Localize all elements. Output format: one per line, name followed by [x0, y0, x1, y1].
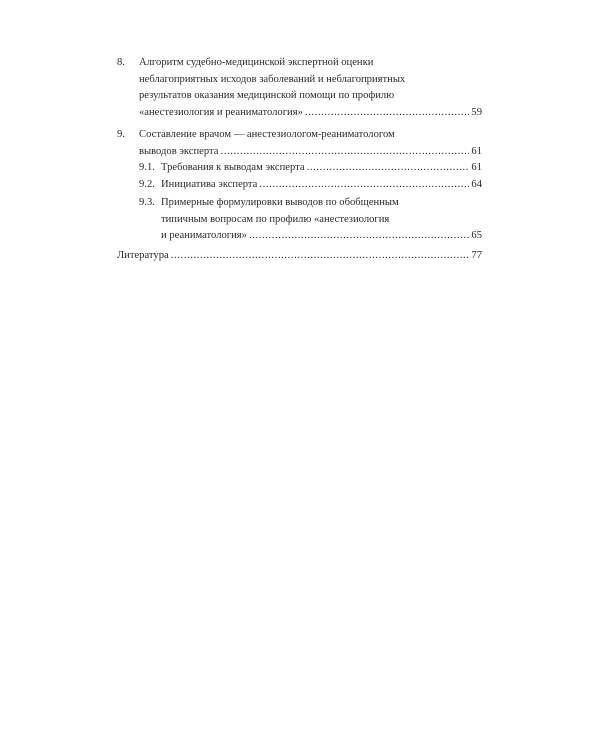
toc-entry-text-line: неблагоприятных исходов заболеваний и неблагоприятных — [139, 73, 406, 85]
toc-entry-text-line: и реаниматология» — [161, 230, 247, 241]
toc-entry-text-line: Литература — [117, 249, 169, 261]
toc-entry-9-2[interactable] — [117, 177, 482, 194]
toc-entry-8[interactable] — [117, 55, 482, 121]
toc-entry-text-line: Требования к выводам эксперта — [161, 162, 305, 173]
toc-entry-number: 9.3. — [139, 197, 155, 208]
toc-page-number: 61 — [471, 145, 482, 157]
toc-entry-number: 9.1. — [139, 162, 155, 173]
toc-entry-9-1[interactable] — [117, 160, 482, 177]
toc-entry-text-line: выводов эксперта — [139, 145, 219, 157]
toc-entry-leader-line — [117, 248, 482, 265]
dot-leader — [171, 248, 470, 265]
toc-entry-text-line: типичным вопросам по профилю «анестезиология — [161, 213, 390, 225]
dot-leader — [221, 144, 470, 161]
toc-entry-number: 9.2. — [139, 178, 155, 190]
dot-leader — [249, 228, 469, 245]
dot-leader — [307, 160, 470, 177]
toc-page-number: 77 — [471, 249, 482, 261]
toc-entry-text-line: Примерные формулировки выводов по обобщенным — [161, 197, 399, 208]
toc-entry-9[interactable] — [117, 127, 482, 160]
dot-leader — [305, 105, 470, 122]
toc-entry-leader-line — [161, 177, 482, 194]
toc-entry-text-line: Инициатива эксперта — [161, 178, 258, 190]
toc-entry-number: 8. — [117, 57, 125, 68]
toc-page-number: 65 — [471, 230, 482, 241]
toc-entry-text-line: Составление врачом — анестезиологом-реаниматологом — [139, 129, 395, 140]
toc-entry-literature[interactable] — [117, 248, 482, 265]
dot-leader — [259, 177, 469, 194]
toc-entry-text-line: результатов оказания медицинской помощи по профилю — [139, 90, 395, 101]
toc-entry-text-line: «анестезиология и реаниматология» — [139, 106, 303, 118]
toc-entry-number: 9. — [117, 129, 125, 140]
table-of-contents — [117, 55, 482, 264]
toc-page-number: 59 — [471, 106, 482, 118]
toc-page-number: 61 — [471, 162, 482, 173]
toc-entry-leader-line — [139, 144, 482, 161]
toc-entry-text-line: Алгоритм судебно-медицинской экспертной оценки — [139, 57, 374, 68]
toc-entry-leader-line — [161, 228, 482, 245]
toc-entry-9-3[interactable] — [117, 195, 482, 245]
toc-entry-leader-line — [161, 160, 482, 177]
toc-entry-leader-line — [139, 105, 482, 122]
toc-page-number: 64 — [471, 178, 482, 190]
